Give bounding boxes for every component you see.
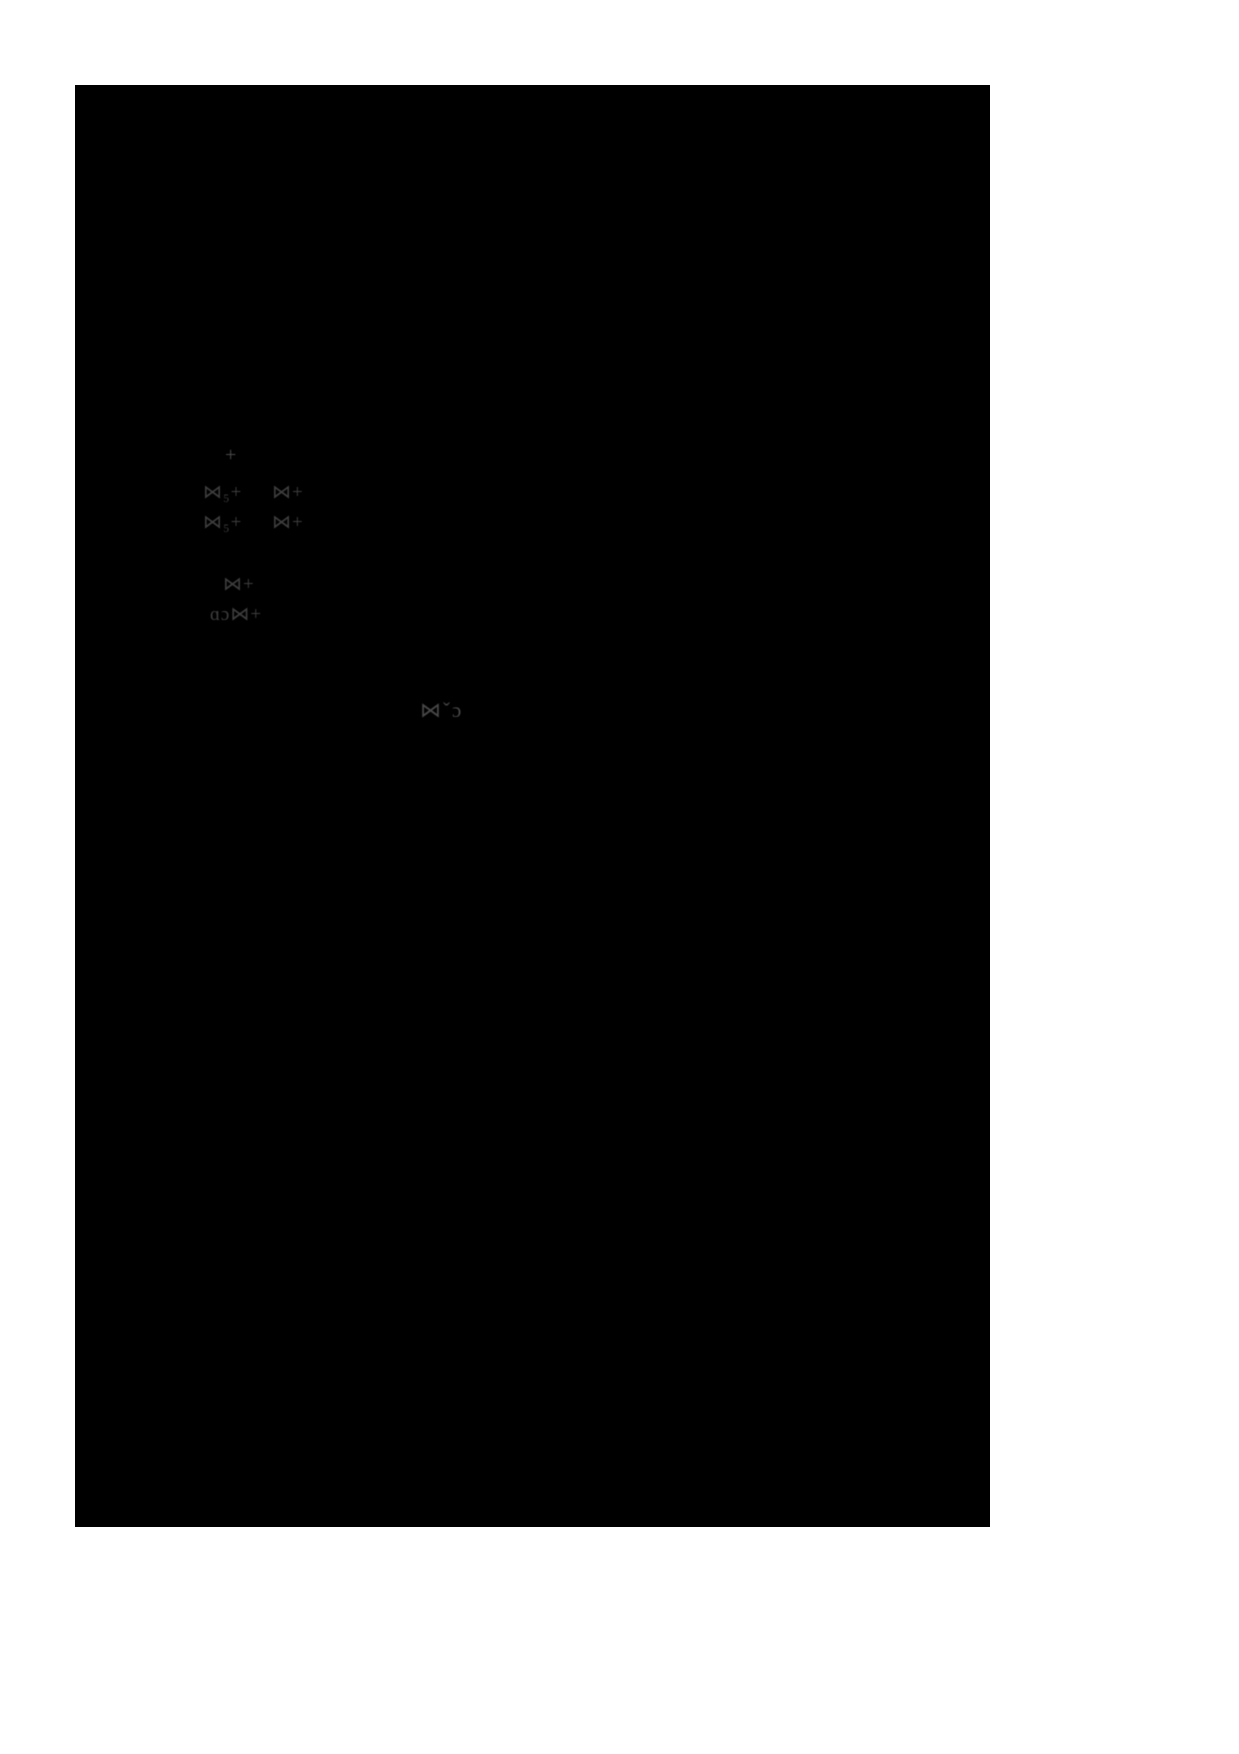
- faint-mark-row3: ⋈+: [223, 574, 255, 595]
- faint-mark-row1-left: ⋈₅+: [203, 482, 243, 503]
- scanned-dark-region: [75, 85, 990, 1527]
- faint-mark-row1-right: ⋈+: [272, 482, 304, 503]
- faint-mark-plus: +: [225, 444, 237, 466]
- faint-mark-row4: ɑɔ⋈+: [210, 604, 263, 625]
- faint-mark-row2-left: ⋈₅+: [203, 512, 243, 533]
- faint-mark-center: ⋈ˇɔ: [420, 698, 464, 722]
- faint-mark-row2-right: ⋈+: [272, 512, 304, 533]
